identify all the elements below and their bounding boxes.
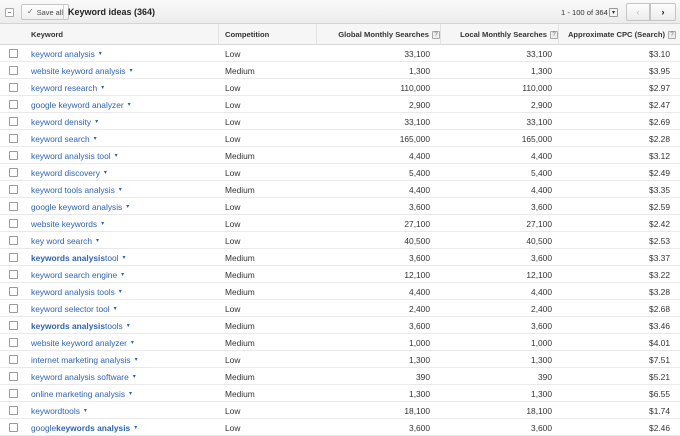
global-searches-value: 110,000 <box>400 82 430 93</box>
table-row <box>0 300 680 317</box>
keyword-table-body <box>0 45 680 436</box>
row-checkbox[interactable] <box>9 117 18 126</box>
keyword-text-pre: keyword discovery <box>31 167 100 178</box>
global-searches-value: 27,100 <box>404 218 430 229</box>
table-row <box>0 198 680 215</box>
keyword-link[interactable] <box>31 351 138 368</box>
keyword-text-pre: keyword search engine <box>31 269 118 280</box>
local-searches-value: 33,100 <box>526 116 552 127</box>
local-searches-value: 12,100 <box>526 269 552 280</box>
local-searches-value: 110,000 <box>522 82 552 93</box>
row-checkbox[interactable] <box>9 372 18 381</box>
row-checkbox[interactable] <box>9 355 18 364</box>
local-searches-value: 3,600 <box>531 320 552 331</box>
keyword-text-pre: keyword analysis <box>31 48 95 59</box>
row-checkbox[interactable] <box>9 83 18 92</box>
keyword-text-post: tools <box>105 320 123 331</box>
column-separator <box>218 24 219 45</box>
local-searches-value: 5,400 <box>531 167 552 178</box>
keyword-link[interactable] <box>31 266 124 283</box>
local-searches-value: 3,600 <box>531 422 552 433</box>
competition-value: Low <box>225 422 241 433</box>
local-searches-value: 390 <box>538 371 552 382</box>
column-label-cpc: Approximate CPC (Search) <box>567 30 665 39</box>
keyword-text-pre: keywordtools <box>31 405 80 416</box>
global-searches-value: 1,300 <box>409 388 430 399</box>
global-searches-value: 4,400 <box>409 286 430 297</box>
competition-value: Low <box>225 405 241 416</box>
table-row <box>0 266 680 283</box>
keyword-text-pre: website keyword analysis <box>31 65 126 76</box>
keyword-dropdown-icon[interactable]: ▾ <box>103 170 107 176</box>
competition-value: Low <box>225 116 241 127</box>
row-checkbox[interactable] <box>9 134 18 143</box>
local-searches-value: 27,100 <box>526 218 552 229</box>
keyword-link[interactable] <box>31 368 136 385</box>
keyword-text-pre: keyword selector tool <box>31 303 110 314</box>
keyword-link[interactable] <box>31 62 133 79</box>
table-row <box>0 62 680 79</box>
help-icon[interactable]: ? <box>432 31 440 39</box>
cpc-value: $3.46 <box>649 320 670 331</box>
keyword-link[interactable] <box>31 249 126 266</box>
keyword-text-post: tool <box>105 252 119 263</box>
competition-value: Medium <box>225 252 255 263</box>
table-row <box>0 130 680 147</box>
keyword-dropdown-icon[interactable]: ▾ <box>98 51 102 57</box>
competition-value: Low <box>225 303 241 314</box>
competition-value: Medium <box>225 150 255 161</box>
column-header-global-searches[interactable] <box>320 24 440 45</box>
column-header-keyword[interactable] <box>31 24 63 45</box>
previous-page-button[interactable]: ‹ <box>626 3 650 21</box>
keyword-text-pre: keyword analysis software <box>31 371 129 382</box>
keyword-link[interactable] <box>31 96 131 113</box>
table-row <box>0 283 680 300</box>
keyword-dropdown-icon[interactable]: ▾ <box>134 357 138 363</box>
keyword-link[interactable] <box>31 232 99 249</box>
global-searches-value: 33,100 <box>404 116 430 127</box>
select-all-checkbox[interactable] <box>5 8 14 17</box>
competition-value: Medium <box>225 320 255 331</box>
local-searches-value: 3,600 <box>531 252 552 263</box>
competition-value: Low <box>225 235 241 246</box>
global-searches-value: 165,000 <box>399 133 430 144</box>
results-toolbar <box>0 0 680 24</box>
toolbar-divider <box>63 4 64 20</box>
column-label-local-searches: Local Monthly Searches <box>460 30 547 39</box>
cpc-value: $3.10 <box>649 48 670 59</box>
local-searches-value: 1,000 <box>531 337 552 348</box>
column-header-competition[interactable] <box>225 24 269 45</box>
keyword-link[interactable] <box>31 130 97 147</box>
pagination-dropdown-icon[interactable]: ▾ <box>609 8 618 17</box>
local-searches-value: 2,900 <box>531 99 552 110</box>
column-separator <box>316 24 317 45</box>
keyword-text-bold: keywords analysis <box>31 320 106 331</box>
table-row <box>0 402 680 419</box>
cpc-value: $2.59 <box>649 201 670 212</box>
row-checkbox[interactable] <box>9 287 18 296</box>
keyword-link[interactable] <box>31 79 104 96</box>
table-row <box>0 317 680 334</box>
competition-value: Medium <box>225 371 255 382</box>
competition-value: Medium <box>225 388 255 399</box>
help-icon[interactable]: ? <box>668 31 676 39</box>
cpc-value: $2.47 <box>649 99 670 110</box>
local-searches-value: 4,400 <box>531 286 552 297</box>
global-searches-value: 1,000 <box>409 337 430 348</box>
table-row <box>0 181 680 198</box>
cpc-value: $2.97 <box>649 82 670 93</box>
global-searches-value: 33,100 <box>404 48 430 59</box>
competition-value: Low <box>225 354 241 365</box>
keyword-link[interactable] <box>31 300 117 317</box>
row-checkbox[interactable] <box>9 389 18 398</box>
table-row <box>0 249 680 266</box>
keyword-text-pre: internet marketing analysis <box>31 354 131 365</box>
cpc-value: $6.55 <box>649 388 670 399</box>
cpc-value: $7.51 <box>649 354 670 365</box>
keyword-text-bold: keywords analysis <box>56 422 131 433</box>
table-row <box>0 79 680 96</box>
page-title: Keyword ideas (364) <box>68 7 156 17</box>
help-icon[interactable]: ? <box>550 31 558 39</box>
row-checkbox[interactable] <box>9 100 18 109</box>
keyword-link[interactable] <box>31 198 129 215</box>
global-searches-value: 5,400 <box>409 167 430 178</box>
keyword-dropdown-icon[interactable]: ▾ <box>130 340 134 346</box>
keyword-text-pre: key word search <box>31 235 92 246</box>
global-searches-value: 3,600 <box>409 201 430 212</box>
row-checkbox[interactable] <box>9 423 18 432</box>
competition-value: Medium <box>225 337 255 348</box>
checkmark-icon: ✓ <box>27 7 34 16</box>
cpc-value: $2.28 <box>649 133 670 144</box>
keyword-text-pre: keyword tools analysis <box>31 184 115 195</box>
keyword-dropdown-icon[interactable]: ▾ <box>93 136 97 142</box>
keyword-dropdown-icon[interactable]: ▾ <box>113 306 117 312</box>
keyword-link[interactable] <box>31 385 132 402</box>
local-searches-value: 165,000 <box>521 133 552 144</box>
keyword-dropdown-icon[interactable]: ▾ <box>118 187 122 193</box>
table-row <box>0 147 680 164</box>
competition-value: Low <box>225 82 241 93</box>
row-checkbox[interactable] <box>9 321 18 330</box>
global-searches-value: 3,600 <box>409 252 430 263</box>
local-searches-value: 40,500 <box>526 235 552 246</box>
table-row <box>0 164 680 181</box>
row-checkbox[interactable] <box>9 66 18 75</box>
keyword-dropdown-icon[interactable]: ▾ <box>95 119 99 125</box>
cpc-value: $2.53 <box>649 235 670 246</box>
keyword-link[interactable] <box>31 419 137 436</box>
cpc-value: $3.95 <box>649 65 670 76</box>
cpc-value: $5.21 <box>649 371 670 382</box>
keyword-link[interactable] <box>31 181 122 198</box>
keyword-dropdown-icon[interactable]: ▾ <box>129 68 133 74</box>
keyword-dropdown-icon[interactable]: ▾ <box>101 85 105 91</box>
table-header <box>0 24 680 45</box>
keyword-link[interactable] <box>31 147 118 164</box>
keyword-dropdown-icon[interactable]: ▾ <box>83 408 87 414</box>
table-row <box>0 385 680 402</box>
column-label-keyword: Keyword <box>31 30 64 39</box>
keyword-text-pre: keyword analysis tools <box>31 286 115 297</box>
keyword-text-pre: google <box>31 422 57 433</box>
cpc-value: $2.46 <box>649 422 670 433</box>
local-searches-value: 4,400 <box>531 150 552 161</box>
cpc-value: $2.68 <box>649 303 670 314</box>
cpc-value: $3.28 <box>649 286 670 297</box>
keyword-dropdown-icon[interactable]: ▾ <box>126 323 130 329</box>
keyword-dropdown-icon[interactable]: ▾ <box>129 391 133 397</box>
cpc-value: $3.37 <box>649 252 670 263</box>
row-checkbox[interactable] <box>9 151 18 160</box>
competition-value: Low <box>225 48 241 59</box>
save-all-label: Save all <box>36 7 63 17</box>
keyword-text-pre: website keywords <box>31 218 98 229</box>
local-searches-value: 1,300 <box>531 354 552 365</box>
table-row <box>0 45 680 62</box>
column-header-local-searches[interactable] <box>440 24 558 45</box>
global-searches-value: 2,900 <box>409 99 430 110</box>
keyword-text-pre: keyword research <box>31 82 98 93</box>
save-all-button[interactable] <box>21 4 69 20</box>
keyword-text-bold: keywords analysis <box>31 252 106 263</box>
next-page-button[interactable]: › <box>650 3 676 21</box>
local-searches-value: 1,300 <box>531 388 552 399</box>
keyword-text-pre: google keyword analyzer <box>31 99 124 110</box>
keyword-dropdown-icon[interactable]: ▾ <box>95 238 99 244</box>
table-row <box>0 96 680 113</box>
cpc-value: $2.49 <box>649 167 670 178</box>
competition-value: Medium <box>225 269 255 280</box>
column-label-global-searches: Global Monthly Searches <box>338 30 429 39</box>
keyword-dropdown-icon[interactable]: ▾ <box>127 102 131 108</box>
keyword-text-pre: google keyword analysis <box>31 201 123 212</box>
row-checkbox[interactable] <box>9 49 18 58</box>
cpc-value: $1.74 <box>649 405 670 416</box>
row-checkbox[interactable] <box>9 406 18 415</box>
row-checkbox[interactable] <box>9 270 18 279</box>
keyword-link[interactable] <box>31 283 122 300</box>
keyword-dropdown-icon[interactable]: ▾ <box>101 221 105 227</box>
keyword-text-pre: online marketing analysis <box>31 388 126 399</box>
keyword-dropdown-icon[interactable]: ▾ <box>132 374 136 380</box>
competition-value: Medium <box>225 65 255 76</box>
keyword-dropdown-icon[interactable]: ▾ <box>118 289 122 295</box>
competition-value: Low <box>225 201 241 212</box>
keyword-text-pre: keyword analysis tool <box>31 150 111 161</box>
global-searches-value: 3,600 <box>409 422 430 433</box>
cpc-value: $3.22 <box>649 269 670 280</box>
local-searches-value: 3,600 <box>531 201 552 212</box>
row-checkbox[interactable] <box>9 236 18 245</box>
table-row <box>0 419 680 436</box>
keyword-link[interactable] <box>31 113 98 130</box>
keyword-dropdown-icon[interactable]: ▾ <box>134 425 138 431</box>
cpc-value: $3.35 <box>649 184 670 195</box>
keyword-link[interactable] <box>31 402 87 419</box>
row-checkbox[interactable] <box>9 219 18 228</box>
keyword-link[interactable] <box>31 215 104 232</box>
competition-value: Low <box>225 99 241 110</box>
keyword-dropdown-icon[interactable]: ▾ <box>114 153 118 159</box>
competition-value: Low <box>225 218 241 229</box>
row-checkbox[interactable] <box>9 168 18 177</box>
global-searches-value: 3,600 <box>409 320 430 331</box>
global-searches-value: 12,100 <box>404 269 430 280</box>
row-checkbox[interactable] <box>9 185 18 194</box>
keyword-text-pre: website keyword analyzer <box>31 337 127 348</box>
row-checkbox[interactable] <box>9 253 18 262</box>
global-searches-value: 4,400 <box>409 150 430 161</box>
competition-value: Low <box>225 133 241 144</box>
global-searches-value: 390 <box>416 371 430 382</box>
local-searches-value: 33,100 <box>526 48 552 59</box>
keyword-link[interactable] <box>31 334 134 351</box>
competition-value: Medium <box>225 184 255 195</box>
table-row <box>0 334 680 351</box>
keyword-link[interactable] <box>31 164 107 181</box>
competition-value: Medium <box>225 286 255 297</box>
local-searches-value: 18,100 <box>526 405 552 416</box>
keyword-dropdown-icon[interactable]: ▾ <box>126 204 130 210</box>
global-searches-value: 18,100 <box>404 405 430 416</box>
table-row <box>0 113 680 130</box>
global-searches-value: 40,500 <box>404 235 430 246</box>
keyword-dropdown-icon[interactable]: ▾ <box>122 255 126 261</box>
competition-value: Low <box>225 167 241 178</box>
global-searches-value: 1,300 <box>409 354 430 365</box>
row-checkbox[interactable] <box>9 202 18 211</box>
table-row <box>0 232 680 249</box>
global-searches-value: 1,300 <box>409 65 430 76</box>
cpc-value: $3.12 <box>649 150 670 161</box>
keyword-text-pre: keyword density <box>31 116 92 127</box>
pagination-range: 1 - 100 of 364 <box>561 8 608 17</box>
column-header-cpc[interactable] <box>558 24 676 45</box>
cpc-value: $4.01 <box>649 337 670 348</box>
local-searches-value: 4,400 <box>531 184 552 195</box>
keyword-text-pre: keyword search <box>31 133 90 144</box>
table-row <box>0 215 680 232</box>
global-searches-value: 4,400 <box>409 184 430 195</box>
keyword-dropdown-icon[interactable]: ▾ <box>121 272 125 278</box>
keyword-link[interactable] <box>31 317 130 334</box>
global-searches-value: 2,400 <box>409 303 430 314</box>
table-row <box>0 351 680 368</box>
table-row <box>0 368 680 385</box>
column-label-competition: Competition <box>225 30 270 39</box>
row-checkbox[interactable] <box>9 338 18 347</box>
row-checkbox[interactable] <box>9 304 18 313</box>
local-searches-value: 2,400 <box>531 303 552 314</box>
cpc-value: $2.69 <box>649 116 670 127</box>
local-searches-value: 1,300 <box>531 65 552 76</box>
keyword-link[interactable] <box>31 45 102 62</box>
cpc-value: $2.42 <box>649 218 670 229</box>
